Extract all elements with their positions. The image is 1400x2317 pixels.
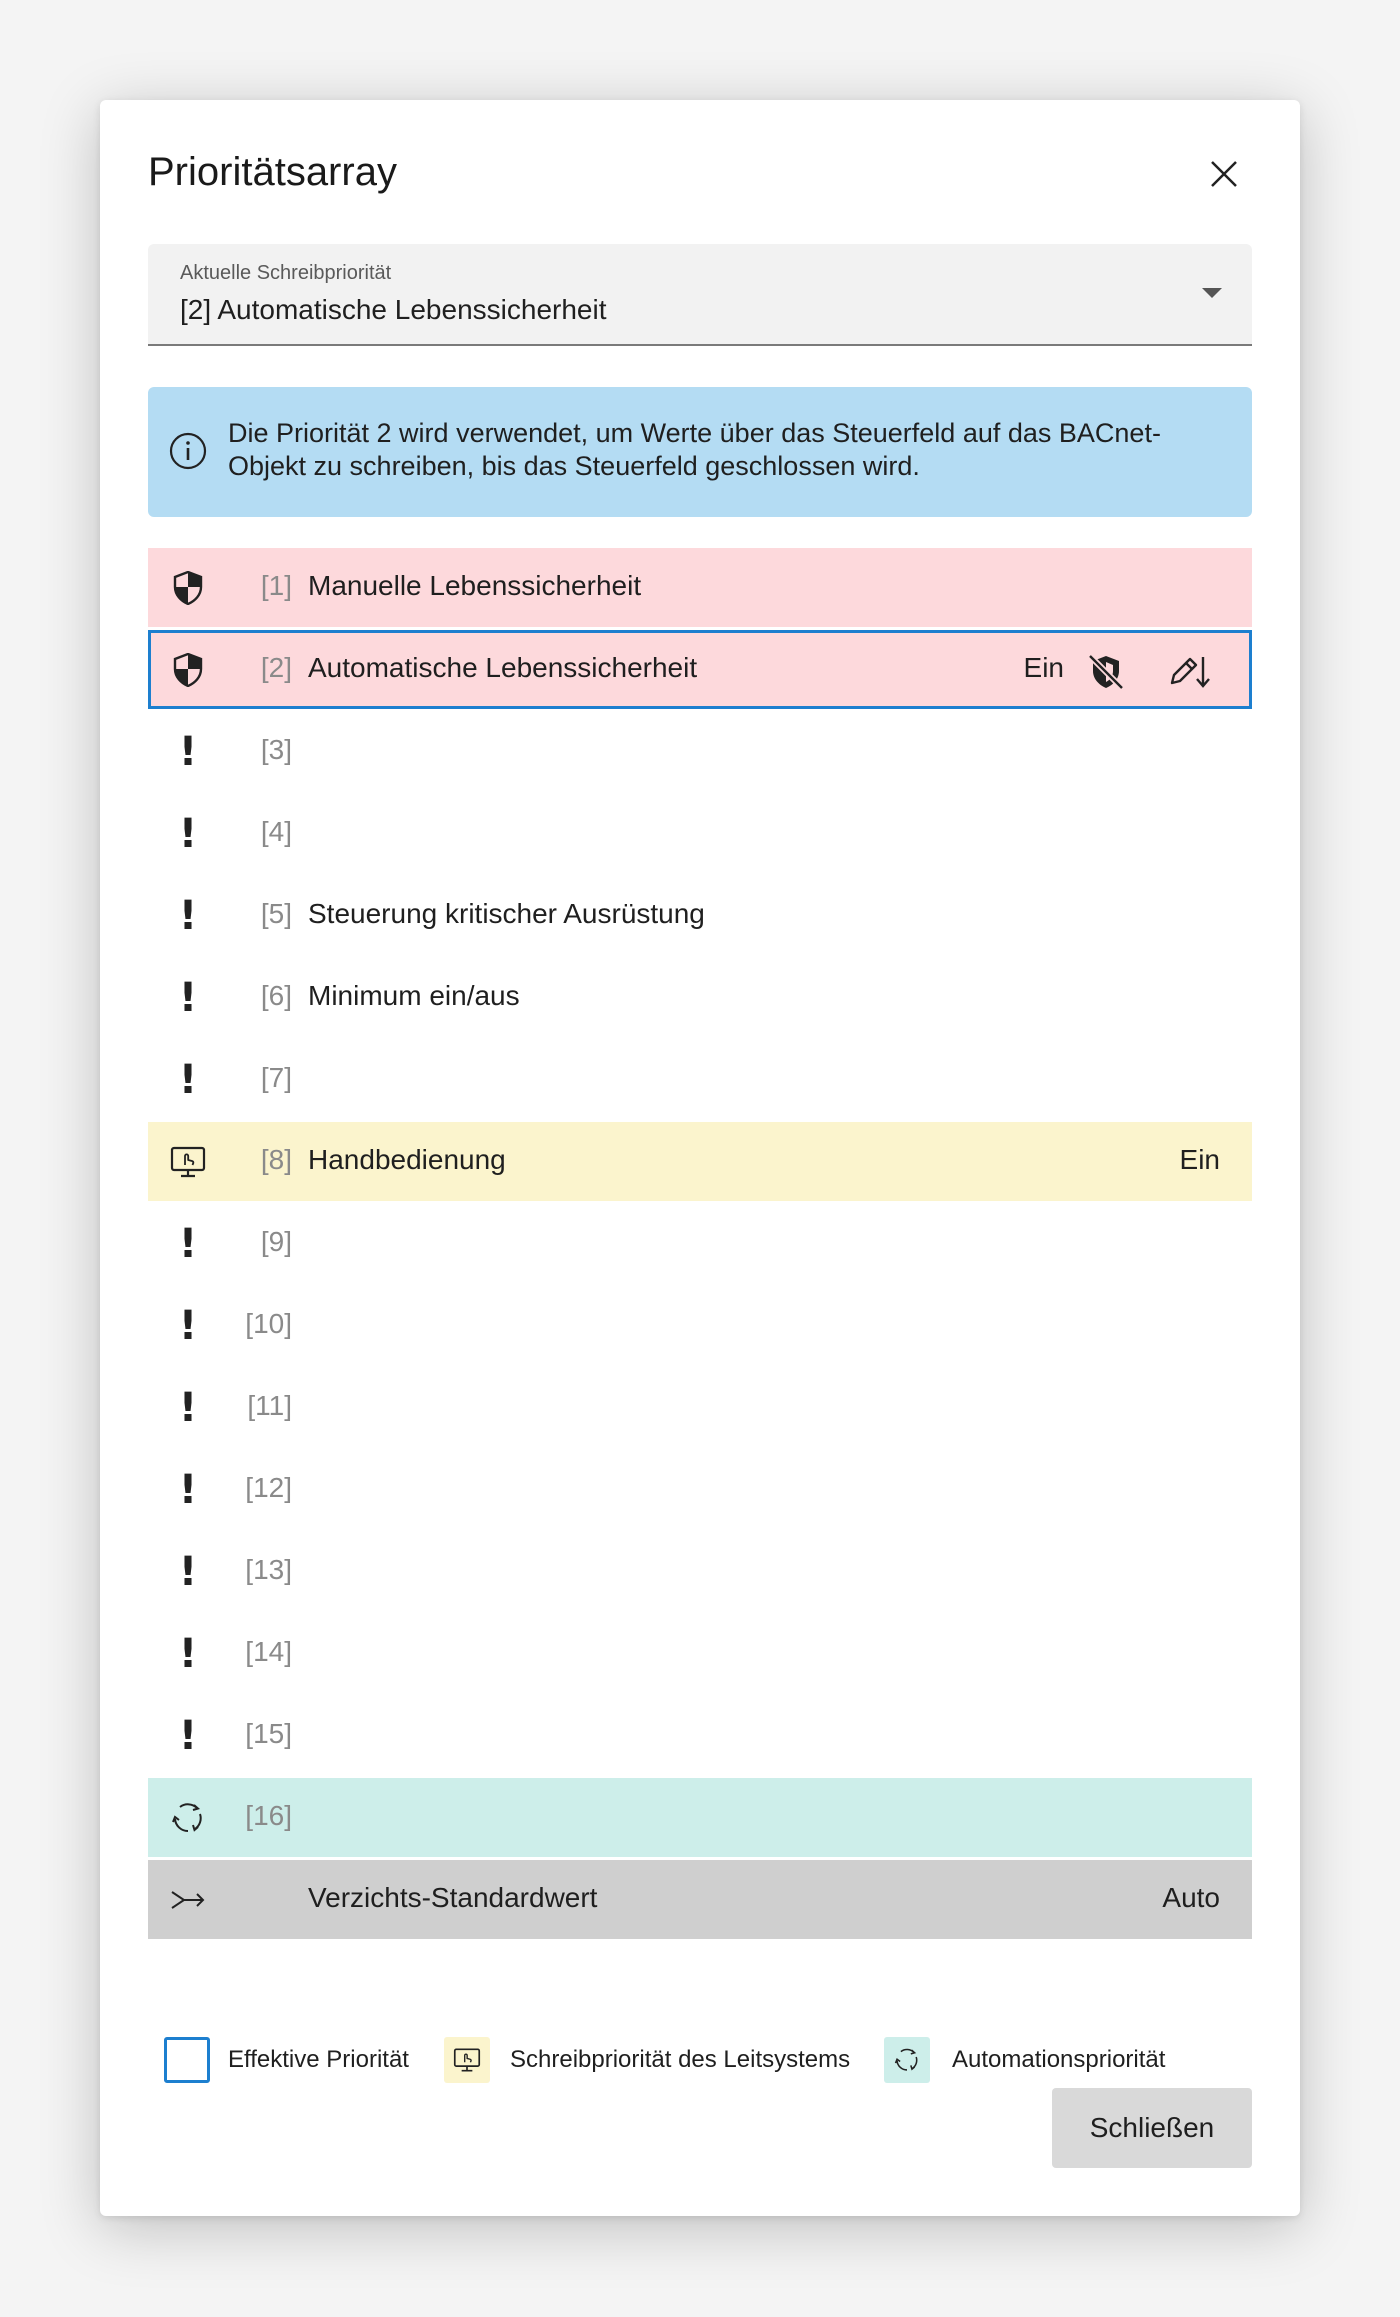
info-banner — [148, 387, 1252, 517]
priority-value: Ein — [1023, 652, 1064, 683]
priority-row-15[interactable] — [148, 1696, 1252, 1775]
default-value: Auto — [1162, 1882, 1220, 1913]
default-name: Verzichts-Standardwert — [308, 1882, 598, 1913]
priority-row-5[interactable] — [148, 876, 1252, 955]
legend — [148, 2032, 1252, 2088]
priority-number: [1] — [260, 570, 292, 601]
close-button[interactable]: Schließen — [1052, 2088, 1252, 2168]
legend-automation: Automationspriorität — [952, 2046, 1166, 2073]
exclamation-icon: ! — [178, 1385, 198, 1431]
select-label: Aktuelle Schreibpriorität — [180, 262, 392, 284]
priority-row-12[interactable] — [148, 1450, 1252, 1529]
pencil-write-icon[interactable] — [1166, 650, 1210, 694]
priority-row-4[interactable] — [148, 794, 1252, 873]
exclamation-icon: ! — [178, 811, 198, 857]
priority-number: [7] — [260, 1062, 292, 1093]
exclamation-icon: ! — [178, 1467, 198, 1513]
priority-name: Handbedienung — [308, 1144, 506, 1175]
priority-row-6[interactable] — [148, 958, 1252, 1037]
exclamation-icon: ! — [178, 1221, 198, 1267]
exclamation-icon: ! — [178, 893, 198, 939]
priority-number: [6] — [260, 980, 292, 1011]
dialog-title: Prioritätsarray — [148, 150, 397, 194]
close-icon[interactable] — [1202, 152, 1246, 196]
relinquish-default-row[interactable] — [148, 1860, 1252, 1939]
legend-effective: Effektive Priorität — [228, 2046, 409, 2073]
priority-number: [11] — [247, 1390, 292, 1421]
priority-name: Manuelle Lebenssicherheit — [308, 570, 642, 601]
priority-array-dialog — [100, 100, 1300, 2216]
priority-row-16[interactable] — [148, 1778, 1252, 1857]
write-priority-select[interactable] — [148, 244, 1252, 346]
exclamation-icon: ! — [178, 975, 198, 1021]
shield-icon — [168, 650, 208, 690]
priority-row-1[interactable] — [148, 548, 1252, 627]
priority-row-3[interactable] — [148, 712, 1252, 791]
priority-number: [9] — [260, 1226, 292, 1257]
priority-number: [15] — [245, 1718, 292, 1749]
shield-icon — [168, 568, 208, 608]
priority-row-10[interactable] — [148, 1286, 1252, 1365]
priority-number: [8] — [260, 1144, 292, 1175]
priority-row-13[interactable] — [148, 1532, 1252, 1611]
priority-row-11[interactable] — [148, 1368, 1252, 1447]
priority-row-14[interactable] — [148, 1614, 1252, 1693]
priority-number: [4] — [260, 816, 292, 847]
priority-name: Automatische Lebenssicherheit — [308, 652, 698, 683]
exclamation-icon: ! — [178, 1549, 198, 1595]
exclamation-icon: ! — [178, 729, 198, 775]
priority-number: [5] — [260, 898, 292, 929]
exclamation-icon: ! — [178, 1713, 198, 1759]
chevron-down-icon — [1202, 288, 1222, 298]
shield-off-icon[interactable] — [1084, 650, 1128, 694]
priority-number: [2] — [260, 652, 292, 683]
monitor-hand-icon — [444, 2037, 490, 2083]
effective-priority-swatch — [164, 2037, 210, 2083]
info-text: Die Priorität 2 wird verwendet, um Werte über das Steuerfeld auf das BACnet-Objekt zu schreiben, bis das Steuerfeld geschlossen wird. — [228, 418, 1161, 481]
priority-number: [13] — [245, 1554, 292, 1585]
priority-number: [10] — [245, 1308, 292, 1339]
info-icon — [168, 431, 208, 471]
priority-rows — [148, 548, 1252, 1942]
priority-name: Steuerung kritischer Ausrüstung — [308, 898, 705, 929]
priority-row-2[interactable] — [148, 630, 1252, 709]
arrow-merge-icon — [168, 1880, 208, 1920]
monitor-hand-icon — [168, 1142, 208, 1182]
exclamation-icon: ! — [178, 1631, 198, 1677]
automation-cycle-icon — [168, 1798, 208, 1838]
exclamation-icon: ! — [178, 1057, 198, 1103]
automation-cycle-icon — [884, 2037, 930, 2083]
priority-name: Minimum ein/aus — [308, 980, 520, 1011]
priority-number: [3] — [260, 734, 292, 765]
priority-number: [14] — [245, 1636, 292, 1667]
priority-value: Ein — [1179, 1144, 1220, 1175]
exclamation-icon: ! — [178, 1303, 198, 1349]
legend-management: Schreibpriorität des Leitsystems — [510, 2046, 851, 2073]
priority-number: [16] — [245, 1800, 292, 1831]
priority-row-7[interactable] — [148, 1040, 1252, 1119]
priority-row-9[interactable] — [148, 1204, 1252, 1283]
select-value: [2] Automatische Lebenssicherheit — [180, 294, 607, 325]
priority-row-8[interactable] — [148, 1122, 1252, 1201]
priority-number: [12] — [245, 1472, 292, 1503]
